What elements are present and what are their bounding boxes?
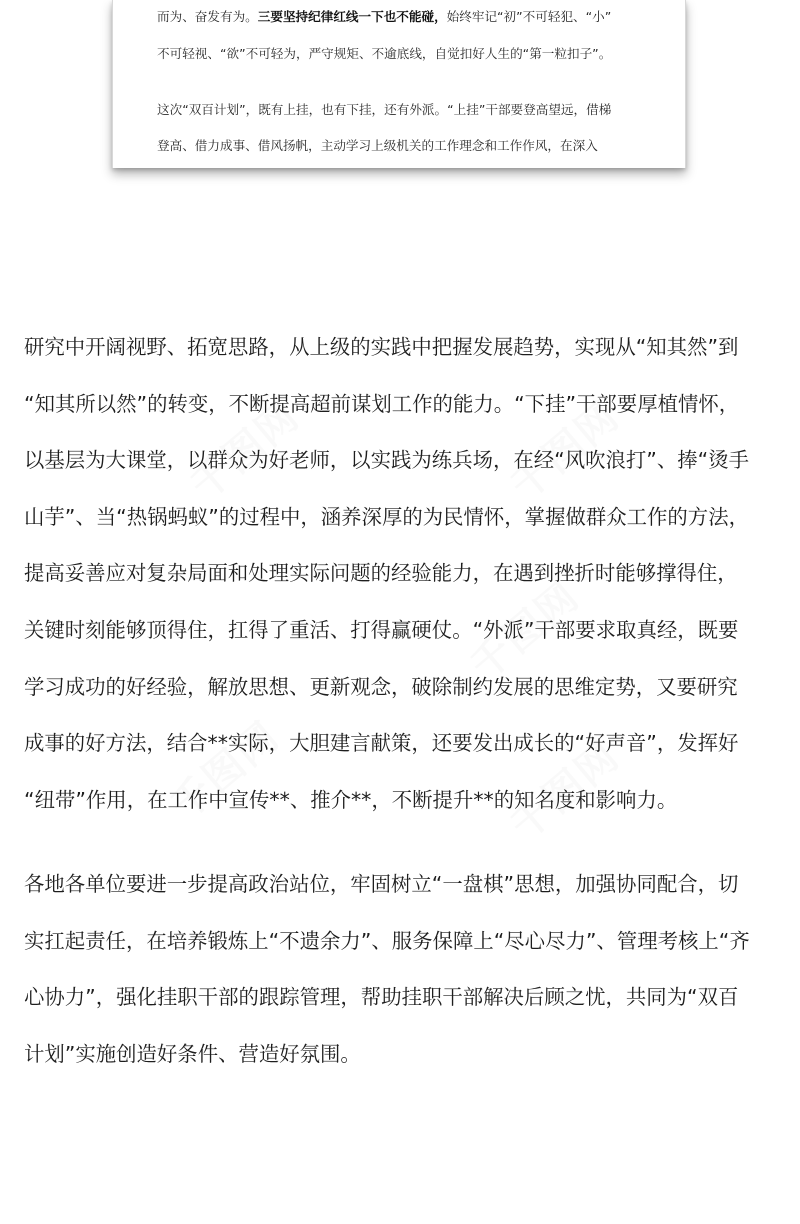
paragraph-line: “知其所以然”的转变，不断提高超前谋划工作的能力。“下挂”干部要厚植情怀， bbox=[24, 391, 740, 416]
paragraph-line: 以基层为大课堂，以群众为好老师，以实践为练兵场，在经“风吹浪打”、捧“烫手 bbox=[24, 448, 749, 473]
body-paragraph-1 bbox=[24, 319, 784, 828]
paragraph-line: 各地各单位要进一步提高政治站位，牢固树立“一盘棋”思想，加强协同配合，切 bbox=[24, 872, 739, 896]
watermark: 千图网 bbox=[462, 573, 589, 690]
paragraph-line: 实扛起责任，在培养锻炼上“不遗余力”、服务保障上“尽心尽力”、管理考核上“齐 bbox=[24, 928, 750, 953]
card-line-1-tail: 始终牢记“初”不可轻犯、“小” bbox=[446, 9, 612, 24]
paragraph-line: 成事的好方法，结合**实际，大胆建言献策，还要发出成长的“好声音”，发挥好 bbox=[24, 731, 739, 756]
body-paragraph-2 bbox=[24, 856, 784, 1082]
paragraph-line: 提高妥善应对复杂局面和处理实际问题的经验能力，在遇到挫折时能够撑得住， bbox=[24, 561, 738, 586]
card-line-1-text: 而为、奋发有为。 bbox=[157, 9, 258, 24]
paragraph-line: 关键时刻能够顶得住，扛得了重活、打得赢硬仗。“外派”干部要求取真经，既要 bbox=[24, 617, 739, 642]
card-line-2: 不可轻视、“欲”不可轻为，严守规矩、不逾底线，自觉扣好人生的“第一粒扣子”。 bbox=[157, 46, 612, 61]
card-line-1-bold: 三要坚持纪律红线一下也不能碰， bbox=[257, 9, 447, 24]
paragraph-line: 心协力”，强化挂职干部的跟踪管理，帮助挂职干部解决后顾之忧，共同为“双百 bbox=[24, 985, 739, 1010]
paragraph-line: 学习成功的好经验，解放思想、更新观念，破除制约发展的思维定势，又要研究 bbox=[24, 674, 738, 699]
watermark: 千图网 bbox=[162, 713, 289, 830]
paragraph-line: 计划”实施创造好条件、营造好氛围。 bbox=[24, 1041, 361, 1066]
paragraph-line: 山芋”、当“热锅蚂蚁”的过程中，涵养深厚的为民情怀，掌握做群众工作的方法， bbox=[24, 504, 749, 529]
paragraph-line: 研究中开阔视野、拓宽思路，从上级的实践中把握发展趋势，实现从“知其然”到 bbox=[24, 335, 739, 359]
watermark: 千图网 bbox=[502, 393, 629, 510]
card-line-1 bbox=[157, 3, 657, 31]
card-line-3: 这次“双百计划”，既有上挂，也有下挂，还有外派。“上挂”干部要登高望远，借梯 bbox=[157, 102, 612, 117]
document-preview-card bbox=[112, 0, 686, 168]
card-line-4: 登高、借力成事、借风扬帆，主动学习上级机关的工作理念和工作作风，在深入 bbox=[157, 138, 598, 153]
watermark: 千图网 bbox=[502, 733, 629, 850]
watermark: 千图网 bbox=[182, 393, 309, 510]
paragraph-line: “纽带”作用，在工作中宣传**、推介**，不断提升**的知名度和影响力。 bbox=[24, 787, 678, 812]
